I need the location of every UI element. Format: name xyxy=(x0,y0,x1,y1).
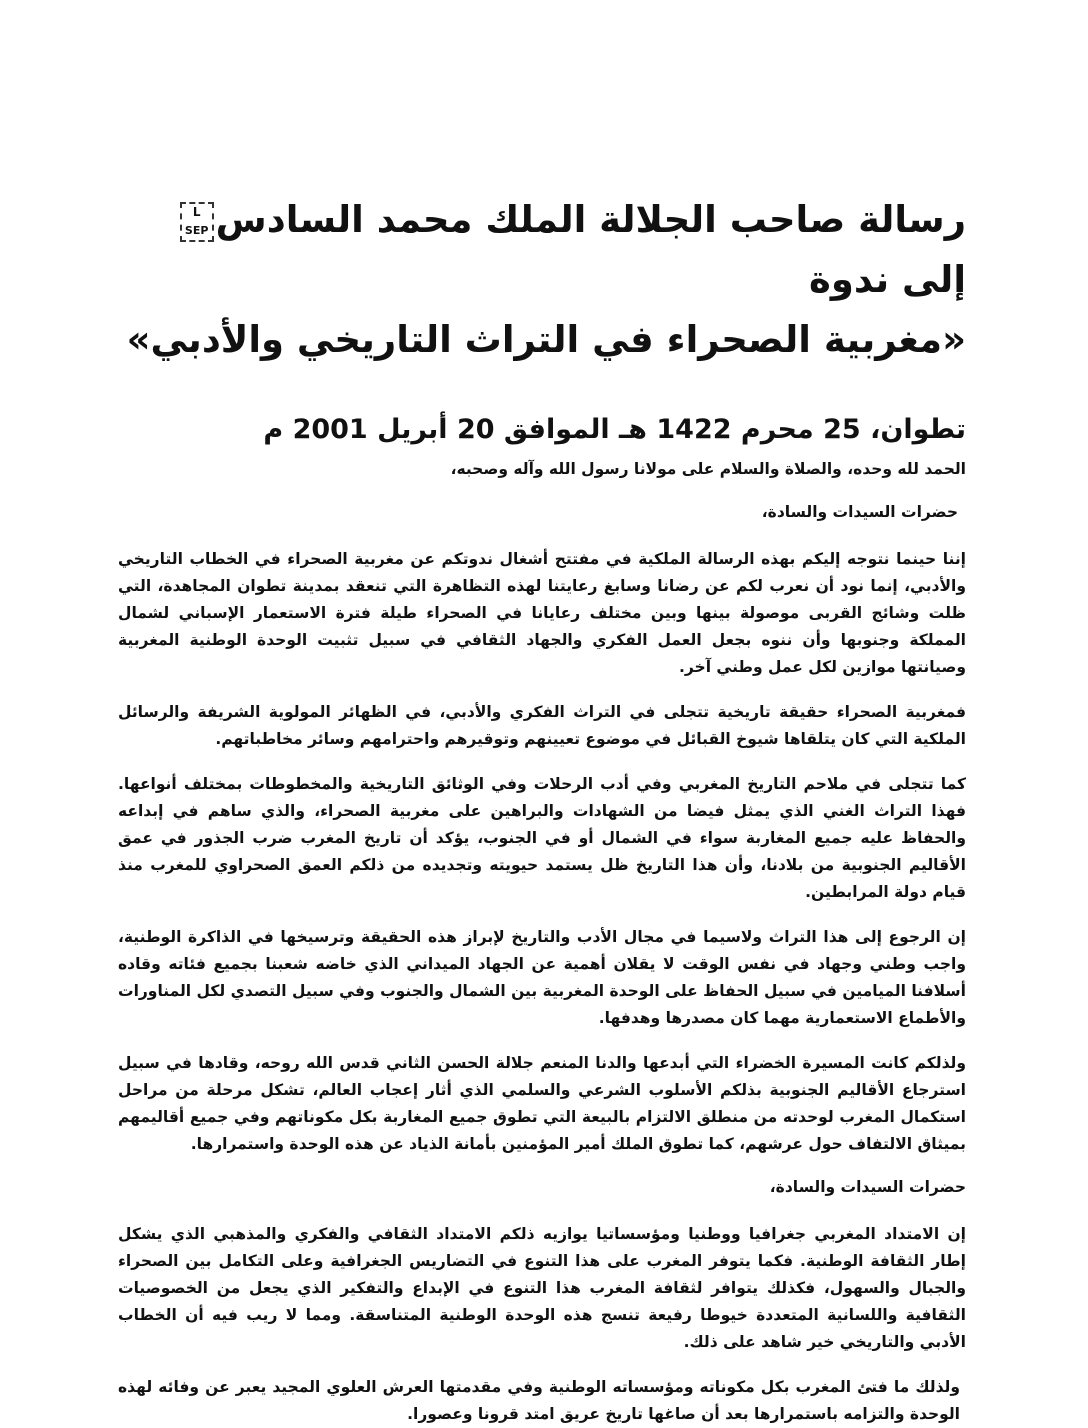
separator-glyph-top: L xyxy=(192,204,201,219)
separator-glyph-bottom: SEP xyxy=(184,223,209,237)
paragraph-7: ولذلك ما فتئ المغرب بكل مكوناته ومؤسساته الوطنية وفي مقدمتها العرش العلوي المجيد يعبر عن وفائه لهذه الوحدة والتزامه باستمرارها بعد أن صاغها تاريخ عريق امتد قرونا وعصورا. xyxy=(118,1378,960,1423)
title-part-2: إلى ندوة xyxy=(809,258,966,301)
document-title xyxy=(118,190,966,370)
address-line-2: حضرات السيدات والسادة، xyxy=(769,1178,966,1196)
address-line-1: حضرات السيدات والسادة، xyxy=(761,503,958,521)
title-part-1: رسالة صاحب الجلالة الملك محمد السادس xyxy=(215,198,966,241)
paragraph-4: إن الرجوع إلى هذا التراث ولاسيما في مجال الأدب والتاريخ لإبراز هذه الحقيقة وترسيخها في الذاكرة الوطنية، واجب وطني وجهاد في نفس الوقت لا يقلان أهمية عن الجهاد الميداني الذي خاضه شعبنا بجميع فئاته وقاده أسلافنا الميامين في سبيل الحفاظ على الوحدة المغربية بين الشمال والجنوب وفي سبيل التصدي لكل المناورات والأطماع الاستعمارية مهما كان مصدرها وهدفها. xyxy=(118,928,966,1027)
paragraph-3: كما تتجلى في ملاحم التاريخ المغربي وفي أدب الرحلات وفي الوثائق التاريخية والمخطوطات بمختلف أنواعها. فهذا التراث الغني الذي يمثل فيضا من الشهادات والبراهين على مغربية الصحراء، والذي ساهم في إبداعه والحفاظ عليه جميع المغاربة سواء في الشمال أو في الجنوب، يؤكد أن تاريخ المغرب ضرب الجذور في عمق الأقاليم الجنوبية من بلادنا، وأن هذا التاريخ ظل يستمد حيويته وتجديده من ذلكم العمق الصحراوي للمغرب منذ قيام دولة المرابطين. xyxy=(118,775,966,901)
paragraph-1: إننا حينما نتوجه إليكم بهذه الرسالة الملكية في مفتتح أشغال ندوتكم عن مغربية الصحراء في الخطاب التاريخي والأدبي، إنما نود أن نعرب لكم عن رضانا وسابغ رعايتنا لهذه التظاهرة التي تنعقد بمدينة تطوان المجاهدة، التي ظلت وشائج القربى موصولة بينها وبين مختلف رعايانا في الصحراء طيلة فترة الاستعمار الإسباني لشمال المملكة وجنوبها وأن ننوه بجعل العمل الفكري والجهاد الثقافي في سبيل تثبيت الوحدة الوطنية المغربية وصيانتها موازين لكل عمل وطني آخر. xyxy=(118,550,966,676)
date-line: تطوان، 25 محرم 1422 هـ الموافق 20 أبريل 2001 م xyxy=(263,414,966,445)
opening-line: الحمد لله وحده، والصلاة والسلام على مولانا رسول الله وآله وصحبه، xyxy=(450,460,966,478)
paragraph-6: إن الامتداد المغربي جغرافيا ووطنيا ومؤسساتيا يوازيه ذلكم الامتداد الثقافي والفكري والمذهبي الذي يشكل إطار الثقافة الوطنية. فكما يتوفر المغرب على هذا التنوع في التضاريس الجغرافية وعلى التكامل بين الصحراء والجبال والسهول، فكذلك يتوافر لثقافة المغرب هذا التنوع في الإبداع والتفكير الذي يجعل من الخصوصيات الثقافية واللسانية المتعددة خيوطا رفيعة تنسج هذه الوحدة الوطنية المتناسقة. ومما لا ريب فيه أن الخطاب الأدبي والتاريخي خير شاهد على ذلك. xyxy=(118,1225,966,1351)
document-page xyxy=(118,190,966,1428)
paragraph-5: ولذلكم كانت المسيرة الخضراء التي أبدعها والدنا المنعم جلالة الحسن الثاني قدس الله روحه، وقادها في سبيل استرجاع الأقاليم الجنوبية بذلكم الأسلوب الشرعي والسلمي الذي أثار إعجاب العالم، تشكل مرحلة من مراحل استكمال المغرب لوحدته من منطلق الالتزام بالبيعة التي تطوق جميع المغاربة بكل مكوناتهم وفي جميع أقاليمهم بميثاق الالتفاف حول عرشهم، كما تطوق الملك أمير المؤمنين بأمانة الذياد عن هذه الوحدة واستمرارها. xyxy=(118,1054,966,1153)
separator-glyph-box xyxy=(180,202,214,242)
title-line-2: «مغربية الصحراء في التراث التاريخي والأدبي» xyxy=(126,318,966,361)
paragraph-2: فمغربية الصحراء حقيقة تاريخية تتجلى في التراث الفكري والأدبي، في الظهائر المولوية الشريفة والرسائل الملكية التي كان يتلقاها شيوخ القبائل في موضوع تعيينهم وتوقيرهم واحترامهم وسائر مخاطباتهم. xyxy=(118,703,966,748)
